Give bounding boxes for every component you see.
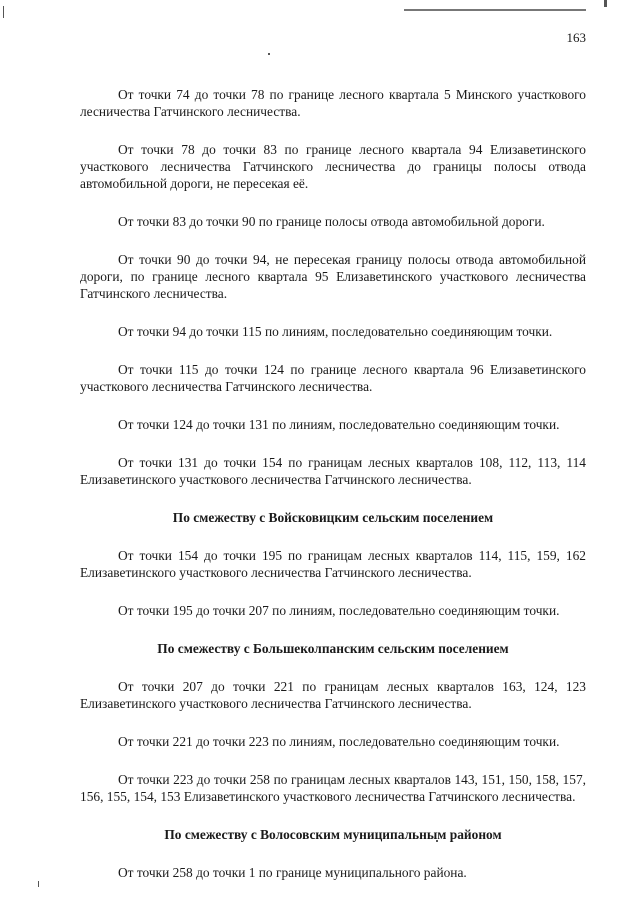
paragraph: От точки 195 до точки 207 по линиям, последовательно соединяющим точки. — [118, 603, 560, 618]
paragraph: От точки 223 до точки 258 по границам лесных кварталов 143, 151, 150, 158, 157, 156, 155, 154, 153 Елизаветинского участкового лесничества Гатчинского лесничества. — [80, 772, 586, 804]
paragraph: От точки 124 до точки 131 по линиям, последовательно соединяющим точки. — [118, 417, 560, 432]
paragraph: От точки 78 до точки 83 по границе лесного квартала 94 Елизаветинского участкового лесничества Гатчинского лесничества до границы полосы отвода автомобильной дороги, не пересекая её. — [80, 142, 586, 191]
scan-speck — [38, 881, 39, 887]
paragraph: От точки 94 до точки 115 по линиям, последовательно соединяющим точки. — [118, 324, 553, 339]
paragraph: От точки 74 до точки 78 по границе лесного квартала 5 Минского участкового лесничества Гатчинского лесничества. — [80, 87, 586, 119]
scan-speck — [3, 6, 4, 18]
paragraph: От точки 115 до точки 124 по границе лесного квартала 96 Елизаветинского участкового лесничества Гатчинского лесничества. — [80, 362, 586, 394]
scan-artifact-mark — [604, 0, 607, 7]
paragraph: От точки 90 до точки 94, не пересекая границу полосы отвода автомобильной дороги, по границе лесного квартала 95 Елизаветинского участкового лесничества Гатчинского лесничества. — [80, 252, 586, 301]
section-heading: По смежеству с Войсковицким сельским поселением — [172, 510, 494, 525]
section-heading: По смежеству с Большеколпанским сельским поселением — [157, 641, 509, 656]
paragraph: От точки 131 до точки 154 по границам лесных кварталов 108, 112, 113, 114 Елизаветинского участкового лесничества Гатчинского лесничества. — [80, 455, 586, 487]
section-heading: По смежеству с Волосовским муниципальным районом — [164, 827, 502, 842]
paragraph: От точки 221 до точки 223 по линиям, последовательно соединяющим точки. — [118, 734, 560, 749]
page-number: 163 — [566, 30, 586, 45]
document-body — [80, 86, 586, 902]
paragraph: От точки 258 до точки 1 по границе муниципального района. — [118, 865, 467, 880]
paragraph: От точки 83 до точки 90 по границе полосы отвода автомобильной дороги. — [118, 214, 545, 229]
scan-artifact-bar — [404, 9, 586, 11]
paragraph: От точки 207 до точки 221 по границам лесных кварталов 163, 124, 123 Елизаветинского участкового лесничества Гатчинского лесничества. — [80, 679, 586, 711]
paragraph: От точки 154 до точки 195 по границам лесных кварталов 114, 115, 159, 162 Елизаветинского участкового лесничества Гатчинского лесничества. — [80, 548, 586, 580]
scan-speck — [268, 53, 270, 55]
